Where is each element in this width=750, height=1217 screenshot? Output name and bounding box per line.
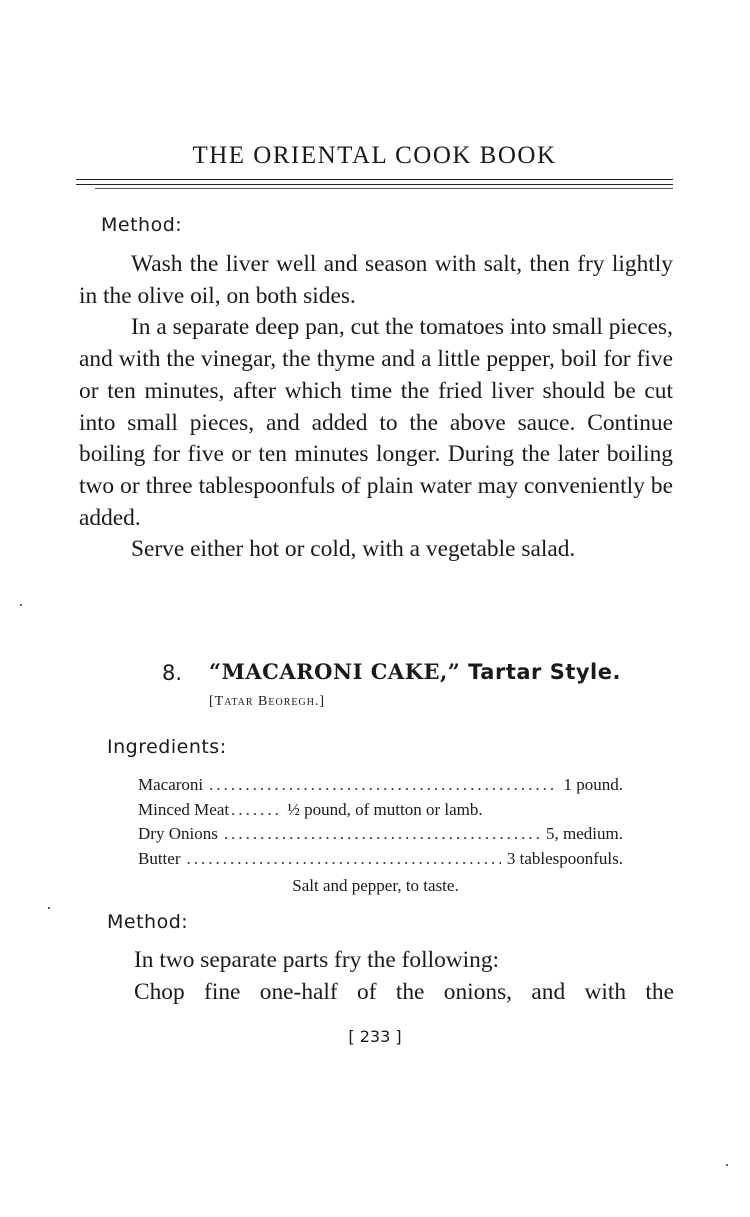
ingredient-name: Dry Onions [138, 824, 218, 843]
scan-speck [20, 604, 22, 606]
method-heading: Method: [107, 911, 189, 933]
ingredient-row [138, 773, 623, 798]
scan-speck [48, 907, 50, 909]
method-line: Chop fine one-half of the onions, and with the [134, 979, 674, 1005]
ingredient-row [138, 822, 623, 847]
method-text [134, 944, 674, 1008]
recipe-number: 8. [162, 661, 183, 685]
method-paragraph: Wash the liver well and season with salt, then fry lightly in the olive oil, on both sides. [79, 251, 673, 309]
leader-dots [231, 798, 283, 823]
recipe-title-style: Tartar Style. [468, 660, 621, 684]
method-paragraph: In a separate deep pan, cut the tomatoes into small pieces, and with the vinegar, the thyme and a little pepper, boil for five or ten minutes, after which time the fried liver should be cut into small pieces, and added to the above sauce. Continue boiling for five or ten minutes longer. During the later boiling two or three tablespoonfuls of plain water may conveniently be added. [79, 314, 673, 531]
recipe-title-name: “MACARONI CAKE,” [209, 659, 461, 684]
header-rule-top [76, 179, 673, 180]
ingredients-list [138, 773, 623, 899]
ingredient-name: Butter [138, 848, 181, 868]
ingredient-row [138, 798, 623, 823]
method-paragraph: Serve either hot or cold, with a vegetable salad. [131, 536, 576, 563]
ingredient-name: Minced Meat [138, 799, 230, 819]
leader-dots [187, 847, 501, 872]
method-text [79, 249, 673, 566]
page-number: [ 233 ] [348, 1027, 402, 1046]
recipe-subtitle: [Tatar Beoregh.] [209, 694, 326, 709]
ingredient-quantity: 3 tablespoonfuls. [506, 848, 623, 868]
ingredient-quantity: 1 pound. [563, 775, 623, 794]
leader-dots [224, 822, 540, 847]
method-heading: Method: [101, 214, 183, 236]
recipe-title [209, 659, 621, 684]
ingredient-name: Macaroni [138, 775, 204, 794]
ingredient-quantity: 5, medium. [546, 824, 623, 843]
ingredient-row [138, 847, 623, 872]
method-line: In two separate parts fry the following: [134, 947, 500, 973]
scan-speck [726, 1164, 728, 1166]
ingredients-note: Salt and pepper, to taste. [292, 876, 459, 895]
header-rule-middle [76, 184, 673, 185]
ingredients-heading: Ingredients: [107, 736, 227, 758]
header-rule-bottom [95, 188, 673, 189]
ingredient-quantity: ½ pound, of mutton or lamb. [287, 799, 483, 819]
leader-dots [209, 773, 557, 798]
running-head: THE ORIENTAL COOK BOOK [192, 142, 557, 169]
